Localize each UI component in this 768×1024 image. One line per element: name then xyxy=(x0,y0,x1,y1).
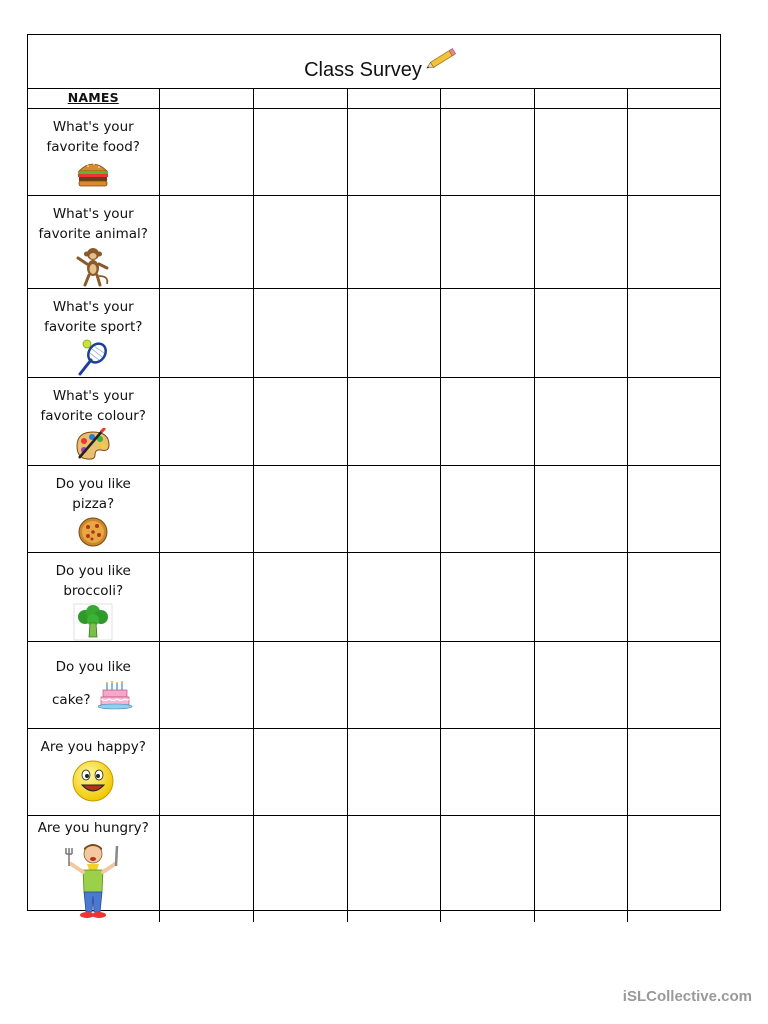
answer-cell[interactable] xyxy=(440,641,534,728)
answer-cell[interactable] xyxy=(253,108,347,195)
question-line: cake? xyxy=(52,691,91,708)
answer-cell[interactable] xyxy=(159,108,253,195)
answer-cell[interactable] xyxy=(534,641,627,728)
table-row xyxy=(28,815,720,922)
question-line: Do you like xyxy=(55,562,131,579)
watermark-logo: iSLCollective.com xyxy=(622,988,752,1005)
answer-cell[interactable] xyxy=(627,641,720,728)
paint-palette-icon xyxy=(73,428,113,462)
answer-cell[interactable] xyxy=(253,465,347,552)
question-cell xyxy=(28,728,159,815)
pencil-icon xyxy=(424,44,462,72)
table-row xyxy=(28,728,720,815)
question-cell xyxy=(28,108,159,195)
question-line: favorite animal? xyxy=(38,225,148,242)
answer-cell[interactable] xyxy=(627,377,720,465)
answer-cell[interactable] xyxy=(253,377,347,465)
answer-cell[interactable] xyxy=(159,195,253,288)
answer-cell[interactable] xyxy=(534,195,627,288)
question-line: What's your xyxy=(52,298,134,315)
question-line: Are you happy? xyxy=(40,738,146,755)
answer-cell[interactable] xyxy=(627,552,720,641)
answer-cell[interactable] xyxy=(347,552,440,641)
answer-cell[interactable] xyxy=(534,552,627,641)
question-cell xyxy=(28,288,159,377)
name-entry-cell[interactable] xyxy=(253,88,347,108)
answer-cell[interactable] xyxy=(253,728,347,815)
answer-cell[interactable] xyxy=(627,195,720,288)
question-line: broccoli? xyxy=(63,582,124,599)
answer-cell[interactable] xyxy=(347,108,440,195)
tennis-racket-icon xyxy=(76,339,110,377)
table-row xyxy=(28,377,720,465)
names-header: NAMES xyxy=(28,88,159,108)
answer-cell[interactable] xyxy=(534,815,627,922)
answer-cell[interactable] xyxy=(440,815,534,922)
answer-cell[interactable] xyxy=(627,815,720,922)
answer-cell[interactable] xyxy=(253,288,347,377)
table-row xyxy=(28,641,720,728)
answer-cell[interactable] xyxy=(534,377,627,465)
answer-cell[interactable] xyxy=(347,465,440,552)
name-entry-cell[interactable] xyxy=(627,88,720,108)
page-title: Class Survey xyxy=(304,59,422,81)
answer-cell[interactable] xyxy=(347,195,440,288)
question-cell xyxy=(28,377,159,465)
answer-cell[interactable] xyxy=(347,815,440,922)
answer-cell[interactable] xyxy=(627,288,720,377)
title-bar xyxy=(28,35,720,89)
answer-cell[interactable] xyxy=(159,552,253,641)
name-entry-cell[interactable] xyxy=(440,88,534,108)
question-line: pizza? xyxy=(72,495,115,512)
monkey-icon xyxy=(73,246,113,288)
answer-cell[interactable] xyxy=(253,815,347,922)
question-cell xyxy=(28,641,159,728)
question-line: favorite sport? xyxy=(44,318,143,335)
answer-cell[interactable] xyxy=(347,641,440,728)
answer-cell[interactable] xyxy=(253,552,347,641)
question-line: Are you hungry? xyxy=(37,819,149,836)
question-line: What's your xyxy=(52,205,134,222)
table-header-row xyxy=(28,88,720,108)
answer-cell[interactable] xyxy=(159,728,253,815)
name-entry-cell[interactable] xyxy=(534,88,627,108)
question-cell xyxy=(28,195,159,288)
cake-icon xyxy=(98,680,134,710)
answer-cell[interactable] xyxy=(253,641,347,728)
answer-cell[interactable] xyxy=(253,195,347,288)
answer-cell[interactable] xyxy=(440,465,534,552)
hamburger-icon xyxy=(76,159,110,189)
answer-cell[interactable] xyxy=(440,108,534,195)
table-row xyxy=(28,195,720,288)
broccoli-icon xyxy=(73,603,113,641)
answer-cell[interactable] xyxy=(159,815,253,922)
answer-cell[interactable] xyxy=(440,377,534,465)
answer-cell[interactable] xyxy=(440,728,534,815)
answer-cell[interactable] xyxy=(627,728,720,815)
answer-cell[interactable] xyxy=(440,288,534,377)
table-row xyxy=(28,552,720,641)
table-row xyxy=(28,108,720,195)
question-cell xyxy=(28,552,159,641)
answer-cell[interactable] xyxy=(534,288,627,377)
hungry-person-icon xyxy=(53,840,133,920)
question-line: Do you like xyxy=(55,658,131,675)
answer-cell[interactable] xyxy=(347,377,440,465)
answer-cell[interactable] xyxy=(159,465,253,552)
answer-cell[interactable] xyxy=(627,108,720,195)
answer-cell[interactable] xyxy=(534,108,627,195)
question-line: What's your xyxy=(52,118,134,135)
answer-cell[interactable] xyxy=(347,288,440,377)
question-line: favorite colour? xyxy=(40,407,146,424)
answer-cell[interactable] xyxy=(534,728,627,815)
table-row xyxy=(28,465,720,552)
question-line: favorite food? xyxy=(46,138,140,155)
table-row xyxy=(28,288,720,377)
answer-cell[interactable] xyxy=(534,465,627,552)
question-cell xyxy=(28,465,159,552)
answer-cell[interactable] xyxy=(159,641,253,728)
answer-cell[interactable] xyxy=(159,377,253,465)
answer-cell[interactable] xyxy=(159,288,253,377)
survey-grid xyxy=(28,88,720,922)
smiley-face-icon xyxy=(70,759,116,803)
name-entry-cell[interactable] xyxy=(347,88,440,108)
pizza-icon xyxy=(76,516,110,548)
survey-sheet xyxy=(27,34,721,911)
question-line: Do you like xyxy=(55,475,131,492)
question-line: What's your xyxy=(52,387,134,404)
answer-cell[interactable] xyxy=(440,195,534,288)
answer-cell[interactable] xyxy=(347,728,440,815)
answer-cell[interactable] xyxy=(440,552,534,641)
answer-cell[interactable] xyxy=(627,465,720,552)
name-entry-cell[interactable] xyxy=(159,88,253,108)
question-cell xyxy=(28,815,159,922)
